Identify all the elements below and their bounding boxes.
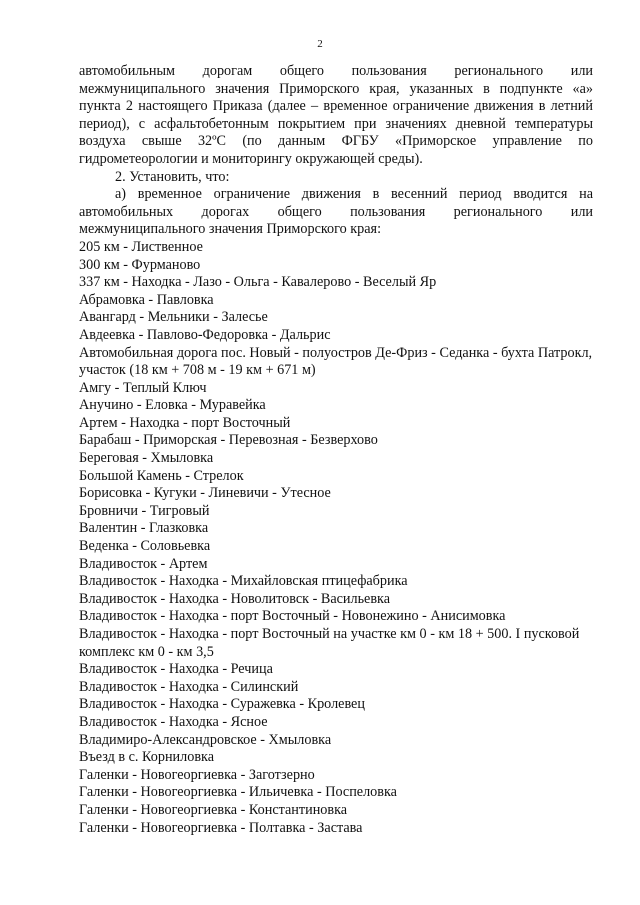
road-list-item: Галенки - Новогеоргиевка - Полтавка - Застава <box>79 819 363 836</box>
road-list-item: Барабаш - Приморская - Перевозная - Безверхово <box>79 432 378 449</box>
road-list <box>79 239 593 837</box>
road-list-item: Владимиро-Александровское - Хмыловка <box>79 731 332 748</box>
road-list-item: Владивосток - Находка - Речица <box>79 661 273 678</box>
road-list-item: Галенки - Новогеоргиевка - Заготзерно <box>79 766 315 783</box>
road-list-item: Владивосток - Находка - Суражевка - Кролевец <box>79 696 365 713</box>
subpoint-a-line-3: межмуниципального значения Приморского края: <box>79 221 382 238</box>
road-list-item: Авангард - Мельники - Залесье <box>79 309 268 326</box>
road-list-item: Береговая - Хмыловка <box>79 450 214 467</box>
road-list-item: Въезд в с. Корниловка <box>79 749 214 766</box>
road-list-item: Владивосток - Находка - порт Восточный - Новонежино - Анисимовка <box>79 608 506 625</box>
road-list-item: Владивосток - Находка - Ясное <box>79 713 268 730</box>
road-list-item: Веденка - Соловьевка <box>79 538 211 555</box>
page-number: 2 <box>317 38 323 50</box>
road-list-item: 300 км - Фурманово <box>79 256 201 273</box>
subpoint-a-line-1: а) временное ограничение движения в весенний период вводится на <box>115 186 593 203</box>
road-list-item: Бровничи - Тигровый <box>79 502 210 519</box>
road-list-item: Анучино - Еловка - Муравейка <box>79 397 266 414</box>
road-list-item: Владивосток - Артем <box>79 555 208 572</box>
road-list-item: Владивосток - Находка - Михайловская птицефабрика <box>79 573 408 590</box>
road-list-item: Владивосток - Находка - Новолитовск - Васильевка <box>79 590 391 607</box>
intro-paragraph: межмуниципального значения Приморского края, указанных в подпункте «а» пункта 2 настоящего Приказа (далее – временное ограничение движения в летний период), с асфальтобетонным покрытием при значениях дневной температуры воздуха свыше 32ºС (по данным ФГБУ «Приморское управление по гидрометеорологии и мониторингу окружающей среды). <box>79 80 593 167</box>
road-list-item: 205 км - Лиственное <box>79 238 203 255</box>
road-list-item: Абрамовка - Павловка <box>79 291 214 308</box>
road-list-item: Артем - Находка - порт Восточный <box>79 414 291 431</box>
road-list-item: Владивосток - Находка - Силинский <box>79 678 299 695</box>
intro-line-1: автомобильным дорогам общего пользования регионального или <box>79 63 593 79</box>
road-list-item: Валентин - Глазковка <box>79 520 209 537</box>
subpoint-a-line-2: автомобильных дорогах общего пользования регионального или <box>79 203 593 220</box>
road-list-item: Борисовка - Кугуки - Линевичи - Утесное <box>79 485 331 502</box>
road-list-item: Галенки - Новогеоргиевка - Константиновка <box>79 801 348 818</box>
road-list-item: Автомобильная дорога пос. Новый - полуостров Де-Фриз - Седанка - бухта Патрокл, участок (18 км + 708 м - 19 км + 671 м) <box>79 344 593 379</box>
road-list-item: Владивосток - Находка - порт Восточный на участке км 0 - км 18 + 500. I пусковой комплекс км 0 - км 3,5 <box>79 626 580 660</box>
road-list-item: 337 км - Находка - Лазо - Ольга - Кавалерово - Веселый Яр <box>79 274 437 291</box>
road-list-item: Амгу - Теплый Ключ <box>79 379 207 396</box>
point-2-heading: 2. Установить, что: <box>115 168 230 185</box>
document-body <box>79 63 593 837</box>
road-list-item: Галенки - Новогеоргиевка - Ильичевка - Поспеловка <box>79 784 397 801</box>
road-list-item: Авдеевка - Павлово-Федоровка - Дальрис <box>79 326 331 343</box>
road-list-item: Большой Камень - Стрелок <box>79 467 244 484</box>
